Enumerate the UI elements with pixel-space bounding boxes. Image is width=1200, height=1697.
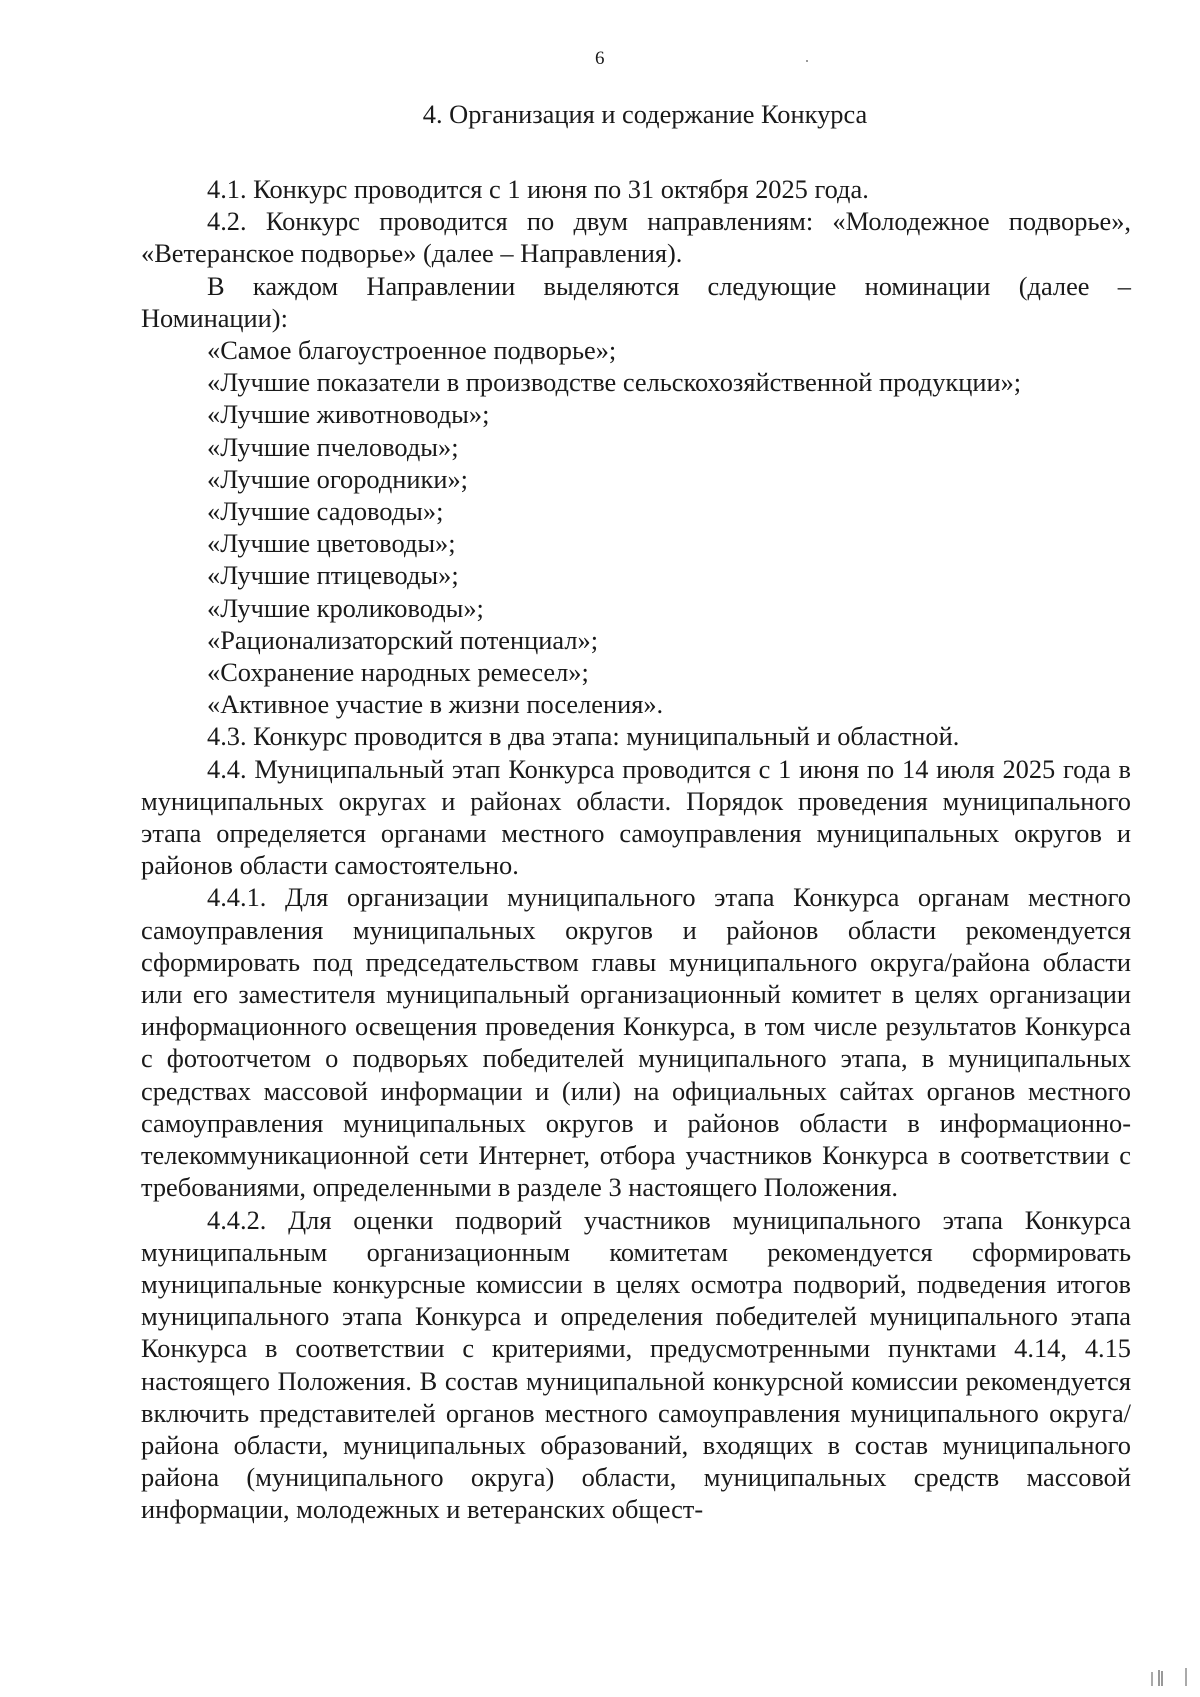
paragraph-4-3: 4.3. Конкурс проводится в два этапа: муниципальный и областной.: [207, 721, 960, 752]
scan-edge-marks: [1150, 1668, 1190, 1688]
paragraph-4-4-2: 4.4.2. Для оценки подворий участников муниципального этапа Конкурса муниципальным организационным комитетам рекомендуется сформировать муниципальные конкурсные комиссии в целях осмотра подворий, подведения итогов муниципального этапа Конкурса и определения победителей муниципального этапа Конкурса в соответствии с критериями, предусмотренными пунктами 4.14, 4.15 настоящего Положения. В состав муниципальной конкурсной комиссии рекомендуется включить представителей органов местного самоуправления муниципального округа/района области, муниципальных образований, входящих в состав муниципального района (муниципального округа) области, муниципальных средств массовой информации, молодежных и ветеранских общест-: [141, 1204, 1131, 1525]
paragraph-4-4: 4.4. Муниципальный этап Конкурса проводится с 1 июня по 14 июля 2025 года в муниципальных округах и районах области. Порядок проведения муниципального этапа определяется органами местного самоуправления муниципальных округов и районов области самостоятельно.: [141, 753, 1131, 881]
list-item: «Сохранение народных ремесел»;: [207, 657, 589, 688]
list-item: «Лучшие кролиководы»;: [207, 592, 484, 623]
list-item: «Рационализаторский потенциал»;: [207, 624, 599, 655]
paragraph-nominations-intro: В каждом Направлении выделяются следующие номинации (далее – Номинации):: [141, 270, 1131, 333]
page-number: 6: [595, 48, 605, 69]
list-item: «Лучшие животноводы»;: [207, 399, 490, 430]
paragraph-4-2: 4.2. Конкурс проводится по двум направлениям: «Молодежное подворье», «Ветеранское подворье» (далее – Направления).: [141, 206, 1131, 269]
list-item: «Лучшие показатели в производстве сельскохозяйственной продукции»;: [207, 367, 1022, 398]
paragraph-4-1: 4.1. Конкурс проводится с 1 июня по 31 октября 2025 года.: [207, 174, 869, 204]
document-body: [141, 98, 1131, 1526]
list-item: «Самое благоустроенное подворье»;: [207, 335, 617, 366]
section-title: 4. Организация и содержание Конкурса: [422, 99, 868, 129]
list-item: «Активное участие в жизни поселения».: [207, 689, 664, 720]
list-item: «Лучшие цветоводы»;: [207, 528, 456, 559]
list-item: «Лучшие птицеводы»;: [207, 560, 459, 591]
paragraph-4-4-1: 4.4.1. Для организации муниципального этапа Конкурса органам местного самоуправления муниципальных округов и районов области рекомендуется сформировать под председательством главы муниципального округа/района области или его заместителя муниципальный организационный комитет в целях организации информационного освещения проведения Конкурса, в том числе результатов Конкурса с фотоотчетом о подворьях победителей муниципального этапа, в муниципальных средствах массовой информации и (или) на официальных сайтах органов местного самоуправления муниципальных округов и районов области в информационно-телекоммуникационной сети Интернет, отбора участников Конкурса в соответствии с требованиями, определенными в разделе 3 настоящего Положения.: [141, 882, 1131, 1203]
list-item: «Лучшие садоводы»;: [207, 496, 444, 527]
list-item: «Лучшие огородники»;: [207, 463, 468, 494]
list-item: «Лучшие пчеловоды»;: [207, 431, 459, 462]
nominations-list: [141, 334, 1131, 720]
